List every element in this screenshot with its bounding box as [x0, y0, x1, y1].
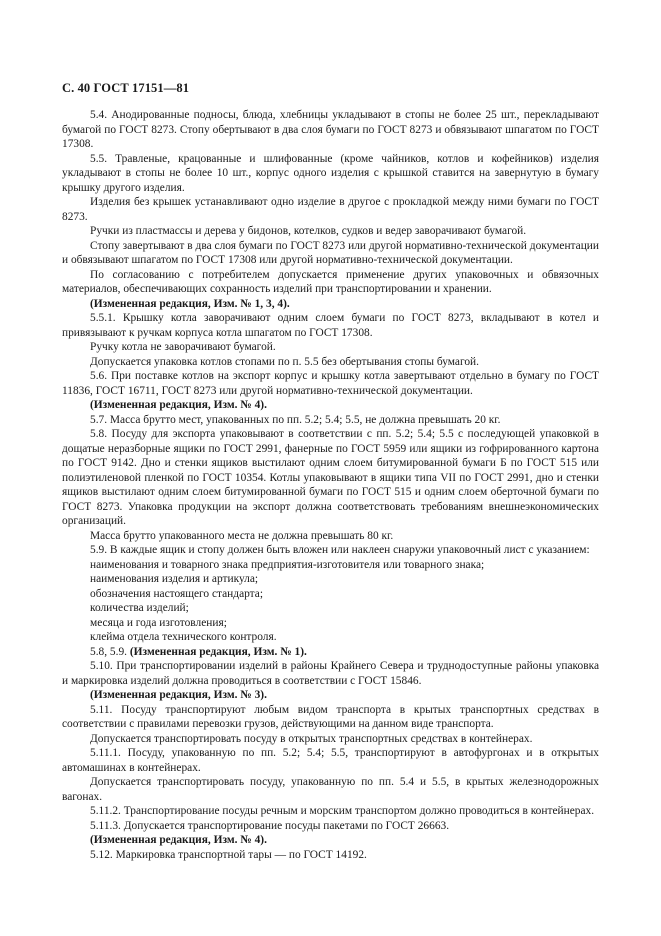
clause-5-8: 5.8. Посуду для экспорта упаковывают в соответствии с пп. 5.2; 5.4; 5.5 с последующей упаковкой в дощатые неразборные ящики по ГОСТ 2991, фанерные по ГОСТ 5959 или ящики из гофрированного картона по ГОСТ 9142. Дно и стенки ящиков выстилают одним слоем битумированной бумаги Б по ГОСТ 515 или полиэтиленовой пленкой по ГОСТ 10354. Котлы упаковывают в ящики типа VII по ГОСТ 2991, дно и стенки ящиков выстилают одним слоем битумированной бумаги по ГОСТ 515 и одним слоем оберточной бумаги по ГОСТ 8273. Упаковка продукции на экспорт должна соответствовать требованиям внешнеэкономических организаций. — [62, 428, 599, 527]
amendment-line — [62, 645, 599, 660]
list-item: наименования изделия и артикула; — [90, 573, 259, 585]
paragraph: Масса брутто упакованного места не должна превышать 80 кг. — [90, 529, 394, 542]
paragraph: Стопу завертывают в два слоя бумаги по ГОСТ 8273 или другой нормативно-технической документации и обвязывают шпагатом по ГОСТ 17308 или другой нормативно-технической документации. — [62, 239, 599, 266]
clause-5-11-2: 5.11.2. Транспортирование посуды речным и морским транспортом должно проводиться в контейнерах. — [90, 805, 595, 817]
list-item: обозначения настоящего стандарта; — [90, 587, 264, 600]
amendment-note: (Измененная редакция, Изм. № 1, 3, 4). — [90, 297, 290, 310]
clause-5-11-3: 5.11.3. Допускается транспортирование посуды пакетами по ГОСТ 26663. — [90, 819, 450, 832]
list-item: наименования и товарного знака предприятия-изготовителя или товарного знака; — [90, 558, 485, 571]
list-item: количества изделий; — [90, 602, 189, 614]
paragraph: Допускается упаковка котлов стопами по п. 5.5 без обертывания стопы бумагой. — [90, 355, 479, 368]
clause-5-10: 5.10. При транспортировании изделий в районы Крайнего Севера и труднодоступные районы упаковка и маркировка изделий должна проводиться в соответствии с ГОСТ 15846. — [62, 660, 599, 687]
paragraph: Допускается транспортировать посуду, упакованную по пп. 5.4 и 5.5, в крытых железнодорожных вагонах. — [62, 776, 599, 803]
paragraph: По согласованию с потребителем допускается применение других упаковочных и обвязочных материалов, обеспечивающих сохранность изделий при транспортировании и хранении. — [62, 268, 599, 295]
clause-5-5-1: 5.5.1. Крышку котла заворачивают одним слоем бумаги по ГОСТ 8273, вкладывают в котел и привязывают к ручкам корпуса котла шпагатом по ГОСТ 17308. — [62, 312, 599, 339]
clause-5-12: 5.12. Маркировка транспортной тары — по ГОСТ 14192. — [90, 848, 367, 861]
amendment-note: (Измененная редакция, Изм. № 4). — [90, 834, 267, 846]
amendment-note: (Измененная редакция, Изм. № 3). — [90, 689, 267, 701]
paragraph: Ручку котла не заворачивают бумагой. — [90, 341, 276, 353]
amendment-note: (Измененная редакция, Изм. № 4). — [90, 399, 267, 411]
clause-5-9: 5.9. В каждые ящик и стопу должен быть вложен или наклеен снаружи упаковочный лист с указанием: — [90, 544, 590, 556]
clause-5-4: 5.4. Анодированные подносы, блюда, хлебницы укладывают в стопы не более 25 шт., перекладывают бумагой по ГОСТ 8273. Стопу обертывают в два слоя бумаги по ГОСТ 8273 и обвязывают шпагатом по ГОСТ 17308. — [62, 109, 599, 150]
clause-ref: 5.8, 5.9. — [90, 645, 128, 658]
paragraph: Допускается транспортировать посуду в открытых транспортных средствах в контейнерах. — [90, 732, 533, 745]
document-body — [62, 108, 599, 862]
clause-5-5: 5.5. Травленые, крацованные и шлифованные (кроме чайников, котлов и кофейников) изделия укладывают в стопы не более 10 шт., корпус одного изделия с крышкой ставится на завернутую в бумагу крышку другого изделия. — [62, 152, 599, 194]
paragraph: Изделия без крышек устанавливают одно изделие в другое с прокладкой между ними бумаги по ГОСТ 8273. — [62, 196, 599, 223]
clause-5-6: 5.6. При поставке котлов на экспорт корпус и крышку котла завертывают отдельно в бумагу по ГОСТ 11836, ГОСТ 16711, ГОСТ 8273 или другой нормативно-технической документации. — [62, 370, 599, 397]
paragraph: Ручки из пластмассы и дерева у бидонов, котелков, судков и ведер заворачивают бумагой. — [90, 225, 527, 237]
clause-5-11: 5.11. Посуду транспортируют любым видом транспорта в крытых транспортных средствах в соответствии с правилами перевозки грузов, действующими на данном виде транспорта. — [62, 703, 599, 730]
clause-5-7: 5.7. Масса брутто мест, упакованных по пп. 5.2; 5.4; 5.5, не должна превышать 20 кг. — [90, 413, 501, 426]
amendment-note: (Измененная редакция, Изм. № 1). — [129, 645, 307, 658]
list-item: месяца и года изготовления; — [90, 616, 227, 629]
clause-5-11-1: 5.11.1. Посуду, упакованную по пп. 5.2; 5.4; 5.5, транспортируют в автофургонах и в открытых автомашинах в контейнерах. — [62, 747, 599, 774]
list-item: клейма отдела технического контроля. — [90, 631, 277, 643]
page-header: С. 40 ГОСТ 17151—81 — [62, 81, 190, 95]
